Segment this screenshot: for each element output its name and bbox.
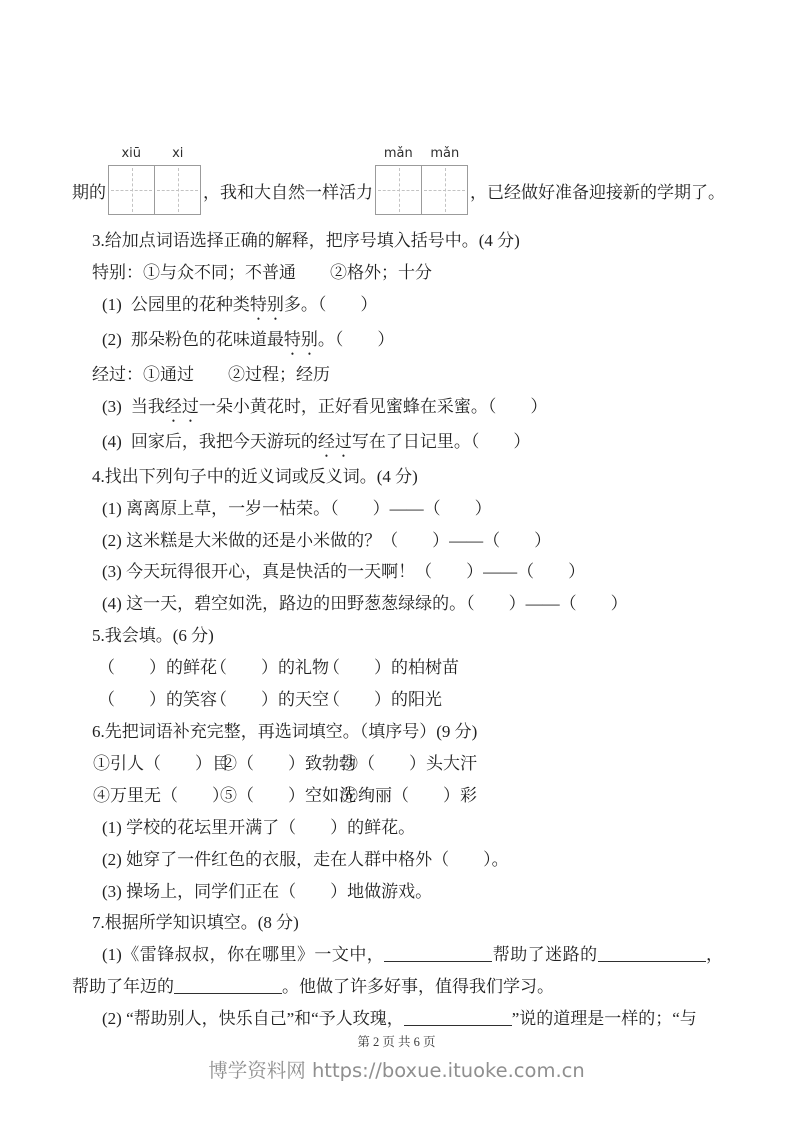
item-text: 那朵粉色的花味道最 xyxy=(130,329,284,349)
dotted-word: 经过 xyxy=(164,396,199,416)
q3-item-1 xyxy=(72,289,723,324)
item-number: (4) xyxy=(102,431,122,451)
q7-title: 7.根据所学知识填空。(8 分) xyxy=(92,913,299,933)
item-text: 多。（ ） xyxy=(283,294,378,314)
questions xyxy=(72,225,723,1035)
item-text: ，帮助了年迈的 xyxy=(72,945,724,997)
fill-phrase: （ ）的柏树苗 xyxy=(323,658,459,678)
watermark-site-link: 博学资料网 https://boxue.ituoke.com.cn xyxy=(208,1059,585,1082)
q3-item-2 xyxy=(72,324,723,359)
sentence-text-post: ，已经做好准备迎接新的学期了。 xyxy=(470,182,725,202)
q4-item-2: (2) 这米糕是大米做的还是小米做的？（ ）——（ ） xyxy=(102,530,552,550)
idiom-blank: ⑤（ ）空如洗 xyxy=(220,785,356,805)
dotted-word: 特别 xyxy=(249,294,284,314)
dotted-word: 经过 xyxy=(317,431,352,451)
item-number: (1) xyxy=(102,294,122,314)
q7-item-2 xyxy=(72,1003,723,1035)
item-text: 当我 xyxy=(130,396,165,416)
pinyin-xi: xi xyxy=(172,146,184,161)
answer-blank xyxy=(384,959,492,962)
q3-item-4 xyxy=(72,426,723,461)
item-text: 帮助了迷路的 xyxy=(492,945,598,965)
q3-item-3 xyxy=(72,391,723,426)
item-number: (3) xyxy=(102,396,122,416)
q7-item-1 xyxy=(72,939,723,1003)
writing-cell xyxy=(154,165,201,215)
q4-title: 4.找出下列句子中的近义词或反义词。(4 分) xyxy=(92,466,418,486)
q6-item-2: (2) 她穿了一件红色的衣服，走在人群中格外（ ）。 xyxy=(102,849,509,869)
pinyin-xiu: xiū xyxy=(121,146,142,161)
item-text: 写在了日记里。（ ） xyxy=(351,431,531,451)
pinyin-man-2: mǎn xyxy=(430,146,460,161)
idiom-blank: ①引人（ ）目 xyxy=(93,753,229,773)
item-text: (1)《雷锋叔叔，你在哪里》一文中， xyxy=(102,945,385,965)
fill-phrase: （ ）的鲜花 xyxy=(98,658,217,678)
page-number: 第 2 页 共 6 页 xyxy=(357,1035,436,1049)
pinyin-label-row xyxy=(108,146,201,162)
answer-blank xyxy=(174,991,282,994)
q6-item-1: (1) 学校的花坛里开满了（ ）的鲜花。 xyxy=(102,817,416,837)
q6-title: 6.先把词语补充完整，再选词填空。（填序号）(9 分) xyxy=(92,721,478,741)
q5-title: 5.我会填。(6 分) xyxy=(92,626,214,646)
writing-cell xyxy=(421,165,468,215)
q6-row-1 xyxy=(72,748,723,780)
item-text: 。他做了许多好事，值得我们学习。 xyxy=(282,977,554,997)
idiom-blank: ②（ ）致勃勃 xyxy=(220,753,356,773)
item-text: 公园里的花种类 xyxy=(130,294,250,314)
fill-phrase: （ ）的笑容 xyxy=(98,690,217,710)
answer-blank xyxy=(598,959,706,962)
q3-title: 3.给加点词语选择正确的解释，把序号填入括号中。(4 分) xyxy=(92,231,520,250)
q6-item-3: (3) 操场上，同学们正在（ ）地做游戏。 xyxy=(102,881,433,901)
pinyin-label-row xyxy=(375,146,468,162)
item-text: (2) “帮助别人，快乐自己”和“予人玫瑰， xyxy=(102,1009,404,1029)
q4-item-4: (4) 这一天，碧空如洗，路边的田野葱葱绿绿的。（ ）——（ ） xyxy=(102,594,628,614)
idiom-blank: ⑥绚丽（ ）彩 xyxy=(341,785,477,805)
item-text: 一朵小黄花时，正好看见蜜蜂在采蜜。（ ） xyxy=(198,396,548,416)
item-text: 。（ ） xyxy=(317,329,395,349)
pinyin-man-1: mǎn xyxy=(383,146,413,161)
q4-item-1: (1) 离离原上草，一岁一枯荣。（ ）——（ ） xyxy=(102,498,492,518)
item-number: (2) xyxy=(102,329,122,349)
item-text: ”说的道理是一样的；“与 xyxy=(511,1009,697,1029)
tianzige-group-xiuxi xyxy=(108,146,201,215)
q6-row-2 xyxy=(72,780,723,812)
sentence-text-mid: ，我和大自然一样活力 xyxy=(203,182,373,202)
sentence-text-pre: 期的 xyxy=(72,182,106,202)
writing-cell xyxy=(375,165,422,215)
idiom-blank: ③（ ）头大汗 xyxy=(341,753,477,773)
writing-cell xyxy=(108,165,155,215)
fill-phrase: （ ）的礼物 xyxy=(210,658,329,678)
item-text: 回家后，我把今天游玩的 xyxy=(130,431,318,451)
fill-phrase: （ ）的天空 xyxy=(210,690,329,710)
q3-word1-options: 特别：①与众不同；不普通 ②格外；十分 xyxy=(92,262,432,282)
fill-in-sentence xyxy=(72,143,723,215)
writing-cells xyxy=(375,165,468,215)
q5-row-1 xyxy=(72,652,723,684)
fill-phrase: （ ）的阳光 xyxy=(323,690,442,710)
q3-word2-options: 经过：①通过 ②过程；经历 xyxy=(92,364,330,384)
answer-blank xyxy=(404,1023,512,1026)
q4-item-3: (3) 今天玩得很开心，真是快活的一天啊！（ ）——（ ） xyxy=(102,562,586,582)
writing-cells xyxy=(108,165,201,215)
idiom-blank: ④万里无（ ） xyxy=(93,785,229,805)
dotted-word: 特别 xyxy=(283,329,318,349)
page-content xyxy=(72,143,723,1035)
tianzige-group-manman xyxy=(375,146,468,215)
q5-row-2 xyxy=(72,684,723,716)
